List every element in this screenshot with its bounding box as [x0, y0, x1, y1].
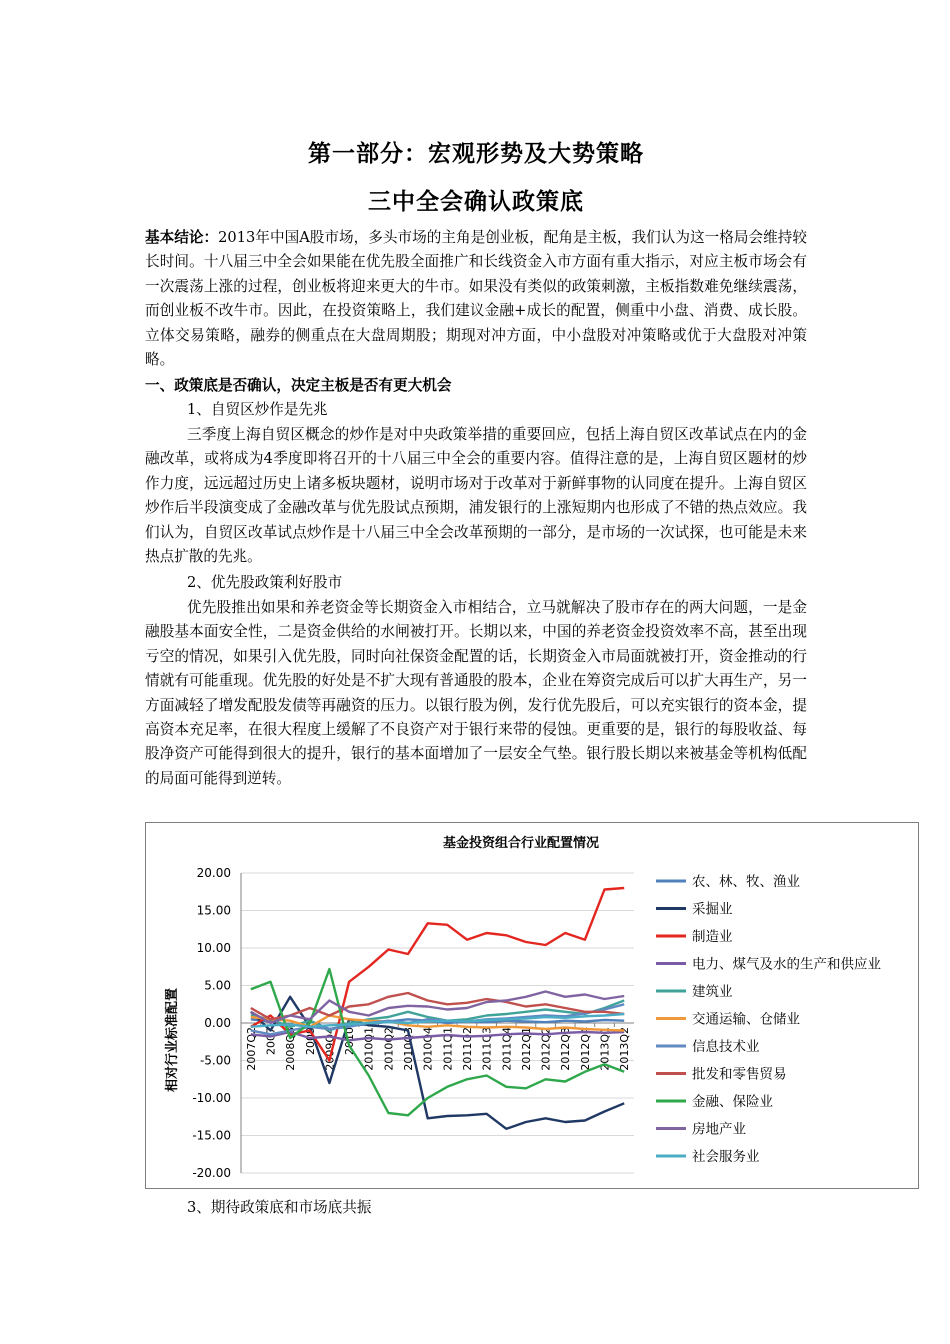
x-tick-label: 2010Q2 [382, 1027, 396, 1071]
x-tick-label: 2010Q1 [362, 1027, 376, 1071]
legend-label: 农、林、牧、渔业 [692, 874, 800, 890]
subheading-2: 2、优先股政策利好股市 [187, 574, 343, 591]
x-tick-label: 2008Q3 [284, 1027, 298, 1071]
x-tick-label: 2010Q4 [421, 1027, 435, 1071]
conclusion-text: 2013年中国A股市场，多头市场的主角是创业板，配角是主板，我们认为这一格局会维持较长时间。十八届三中全会如果能在优先股全面推广和长线资金入市方面有重大指示，对应主板市场会有一次震荡上涨的过程，创业板将迎来更大的牛市。如果没有类似的政策刺激，主板指数难免继续震荡，而创业板不改牛市。因此，在投资策略上，我们建议金融+成长的配置，侧重中小盘、消费、成长股。立体交易策略，融券的侧重点在大盘周期股；期现对冲方面，中小盘股对冲策略或优于大盘股对冲策略。 [145, 229, 807, 369]
section-title: 三中全会确认政策底 [368, 188, 584, 215]
y-tick-label: -10.00 [192, 1091, 231, 1105]
chart-series [251, 888, 624, 1129]
x-tick-label: 2007Q2 [244, 1027, 258, 1071]
y-tick-label: 0.00 [204, 1016, 231, 1030]
legend-label: 制造业 [692, 929, 733, 945]
conclusion-paragraph [145, 226, 807, 372]
legend-label: 金融、保险业 [692, 1094, 773, 1110]
y-tick-label: -15.00 [192, 1128, 231, 1143]
legend-label: 电力、煤气及水的生产和供应业 [692, 956, 881, 973]
chart-title: 基金投资组合行业配置情况 [442, 836, 600, 851]
y-tick-label: 5.00 [204, 978, 231, 993]
subheading-3: 3、期待政策底和市场底共振 [187, 1199, 372, 1216]
x-tick-label: 2009 [303, 1027, 317, 1055]
y-tick-label: -5.00 [199, 1053, 231, 1068]
x-tick-label: 2012Q3 [559, 1027, 573, 1071]
legend-label: 建筑业 [692, 984, 733, 1000]
legend-label: 社会服务业 [692, 1149, 760, 1165]
chart-y-axis-label: 相对行业标准配置 [165, 987, 180, 1093]
x-tick-label: 2013Q2 [618, 1027, 632, 1071]
x-tick-label: 2012Q2 [539, 1027, 553, 1071]
x-tick-label: 2010Q3 [402, 1027, 416, 1071]
conclusion-label: 基本结论： [145, 229, 219, 246]
legend-label: 房地产业 [692, 1121, 746, 1138]
x-tick-label: 2011Q1 [441, 1027, 455, 1071]
paragraph-preferred-stock: 优先股推出如果和养老资金等长期资金入市相结合，立马就解决了股市存在的两大问题，一是金融股基本面安全性，二是资金供给的水闸被打开。长期以来，中国的养老资金投资效率不高，甚至出现亏空的情况，如果引入优先股，同时向社保资金配置的话，长期资金入市局面就被打开，资金推动的行情就有可能重现。优先股的好处是不扩大现有普通股的股本，企业在筹资完成后可以扩大再生产，另一方面减轻了增发配股发债等再融资的压力。以银行股为例，发行优先股后，可以充实银行的资本金，提高资本充足率，在很大程度上缓解了不良资产对于银行来带的侵蚀。更重要的是，银行的每股收益、每股净资产可能得到很大的提升，银行的基本面增加了一层安全气垫。银行股长期以来被基金等机构低配的局面可能得到逆转。 [145, 599, 807, 787]
x-tick-label: 2011Q3 [480, 1027, 494, 1071]
x-tick-label: 2011Q2 [460, 1027, 474, 1071]
x-tick-label: 2012Q1 [519, 1027, 533, 1071]
x-tick-label: 2009Q4 [323, 1027, 337, 1071]
chart-legend [656, 873, 881, 1165]
fund-allocation-chart [145, 822, 919, 1189]
section1-heading: 一、政策底是否确认，决定主板是否有更大机会 [145, 377, 452, 394]
x-tick-label: 2012Q4 [578, 1027, 592, 1071]
y-tick-label: 10.00 [196, 941, 231, 955]
chart-canvas [146, 823, 918, 1188]
legend-label: 采掘业 [692, 901, 733, 918]
subheading-1: 1、自贸区炒作是先兆 [187, 401, 328, 418]
x-tick-label: 2011Q4 [500, 1027, 514, 1071]
y-tick-label: 20.00 [196, 866, 231, 880]
part-title: 第一部分：宏观形势及大势策略 [308, 140, 644, 167]
legend-label: 交通运输、仓储业 [692, 1011, 800, 1028]
x-tick-label: 2010 [343, 1027, 357, 1055]
y-tick-label: 15.00 [196, 903, 231, 918]
legend-label: 信息技术业 [692, 1039, 760, 1055]
x-tick-label: 2013Q1 [598, 1027, 612, 1071]
y-tick-label: -20.00 [192, 1166, 231, 1180]
legend-label: 批发和零售贸易 [692, 1066, 787, 1083]
paragraph-ftz: 三季度上海自贸区概念的炒作是对中央政策举措的重要回应，包括上海自贸区改革试点在内的金融改革，或将成为4季度即将召开的十八届三中全会的重要内容。值得注意的是，上海自贸区题材的炒作力度，远远超过历史上诸多板块题材，说明市场对于改革对于新鲜事物的认同度在提升。上海自贸区炒作后半段演变成了金融改革与优先股试点预期，浦发银行的上涨短期内也形成了不错的热点效应。我们认为，自贸区改革试点炒作是十八届三中全会改革预期的一部分，是市场的一次试探，也可能是未来热点扩散的先兆。 [145, 426, 807, 566]
x-tick-label: 2007 [264, 1027, 278, 1055]
